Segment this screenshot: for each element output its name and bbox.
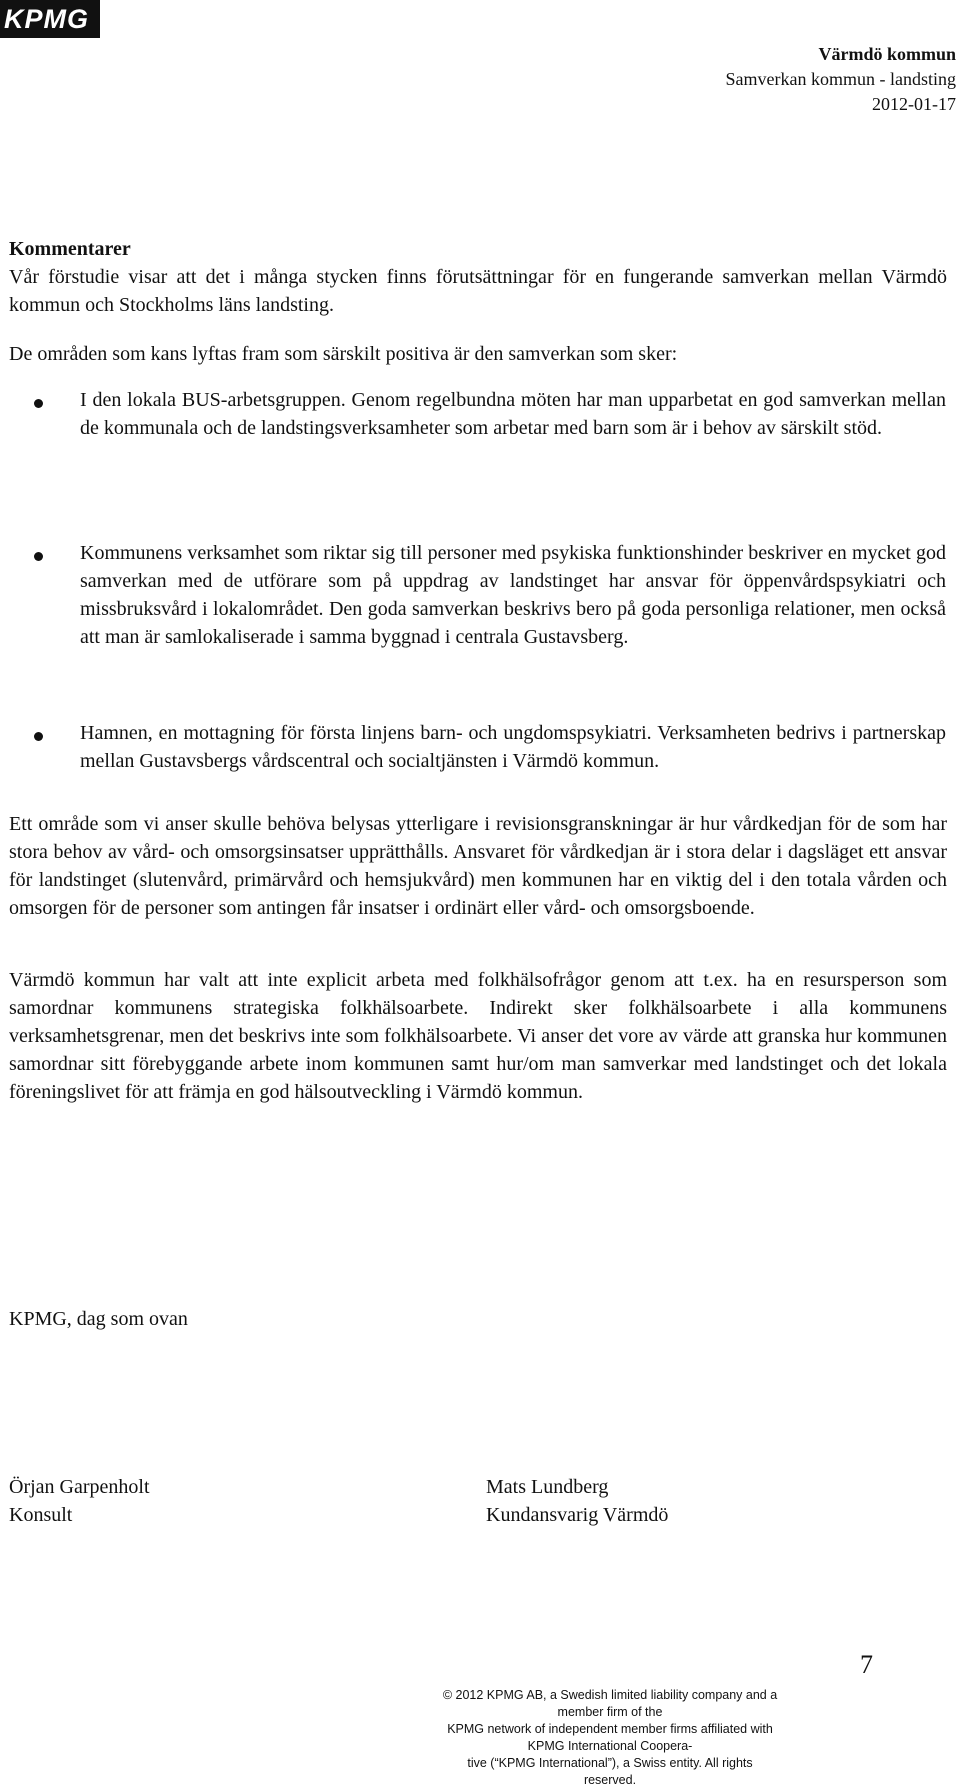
bullet-item: Kommunens verksamhet som riktar sig till personer med psykiska funktionshinder beskriver en mycket god samverkan med de utförare som på uppdrag av landstinget har ansvar för öppenvårdspsykiatri och missbruksvård i lokalområdet. Den goda samverkan beskrivs bero på goda personliga relationer, men också att man är samlokaliserade i samma byggnad i centrala Gustavsberg. [80,542,946,648]
kpmg-logo [0,0,100,38]
logo-text: KPMG [4,3,89,34]
bullet-item: Hamnen, en mottagning för första linjens barn- och ungdomspsykiatri. Verksamheten bedrivs i partnerskap mellan Gustavsbergs vårdscentral och socialtjänsten i Värmdö kommun. [80,722,946,772]
page-number: 7 [860,1650,873,1679]
bullet-item: I den lokala BUS-arbetsgruppen. Genom regelbundna möten har man upparbetat en god samverkan mellan de kommunala och de landstingsverksamheter som arbetar med barn som är i behov av särskilt stöd. [80,389,946,439]
copyright-line: © 2012 KPMG AB, a Swedish limited liability company and a member firm of the [442,1688,778,1719]
paragraph: Värmdö kommun har valt att inte explicit arbeta med folkhälsofrågor genom att t.ex. ha en resursperson som samordnar kommunens strategiska folkhälsoarbete. Indirekt sker folkhälsoarbete i alla kommunens verksamhetsgrenar, men det beskrivs inte som folkhälsoarbete. Vi anser det vore av värde att granska hur kommunen samordnar sitt förebyggande arbete inom kommunen samt hur/om man samverkar med landstinget och det lokala föreningslivet för att främja en god hälsoutveckling i Värmdö kommun. [9,969,947,1103]
body-paragraph [9,810,947,922]
paragraph: De områden som kans lyftas fram som särskilt positiva är den samverkan som sker: [9,343,678,365]
copyright-line: tive (“KPMG International”), a Swiss entity. All rights reserved. [467,1756,753,1787]
signatory-name: Mats Lundberg [486,1476,609,1498]
header-organization: Värmdö kommun [818,44,956,64]
header-date: 2012-01-17 [872,94,956,114]
paragraph: Vår förstudie visar att det i många stycken finns förutsättningar för en fungerande samverkan mellan Värmdö kommun och Stockholms läns landsting. [9,266,947,316]
signatory-name: Örjan Garpenholt [9,1476,150,1498]
signatory-1 [9,1473,150,1529]
copyright-line: KPMG network of independent member firms affiliated with KPMG International Coopera- [447,1722,773,1753]
signatory-role: Kundansvarig Värmdö [486,1504,669,1526]
lead-paragraph [9,340,947,368]
header-subtitle: Samverkan kommun - landsting [725,69,956,89]
signatory-2 [486,1473,668,1529]
bullet-icon [34,399,43,408]
section-heading: Kommentarer [9,238,131,260]
signatory-role: Konsult [9,1504,73,1526]
intro-paragraph [9,263,947,319]
body-paragraph [9,966,947,1106]
paragraph: Ett område som vi anser skulle behöva belysas ytterligare i revisionsgranskningar är hur vårdkedjan för de som har stora behov av vård- och omsorgsinsatser upprätthålls. Ansvaret för vårdkedjan är i stora delar i dagsläget ett ansvar för landstinget (slutenvård, primärvård och hemsjukvård) men kommunen har en viktig del i den totala vården och omsorgen för de personer som antingen får insatser i ordinärt eller vård- och omsorgsboende. [9,813,947,919]
copyright-notice [440,1687,780,1789]
closing-line: KPMG, dag som ovan [9,1308,188,1330]
bullet-icon [34,732,43,741]
document-header [726,42,956,117]
bullet-icon [34,552,43,561]
